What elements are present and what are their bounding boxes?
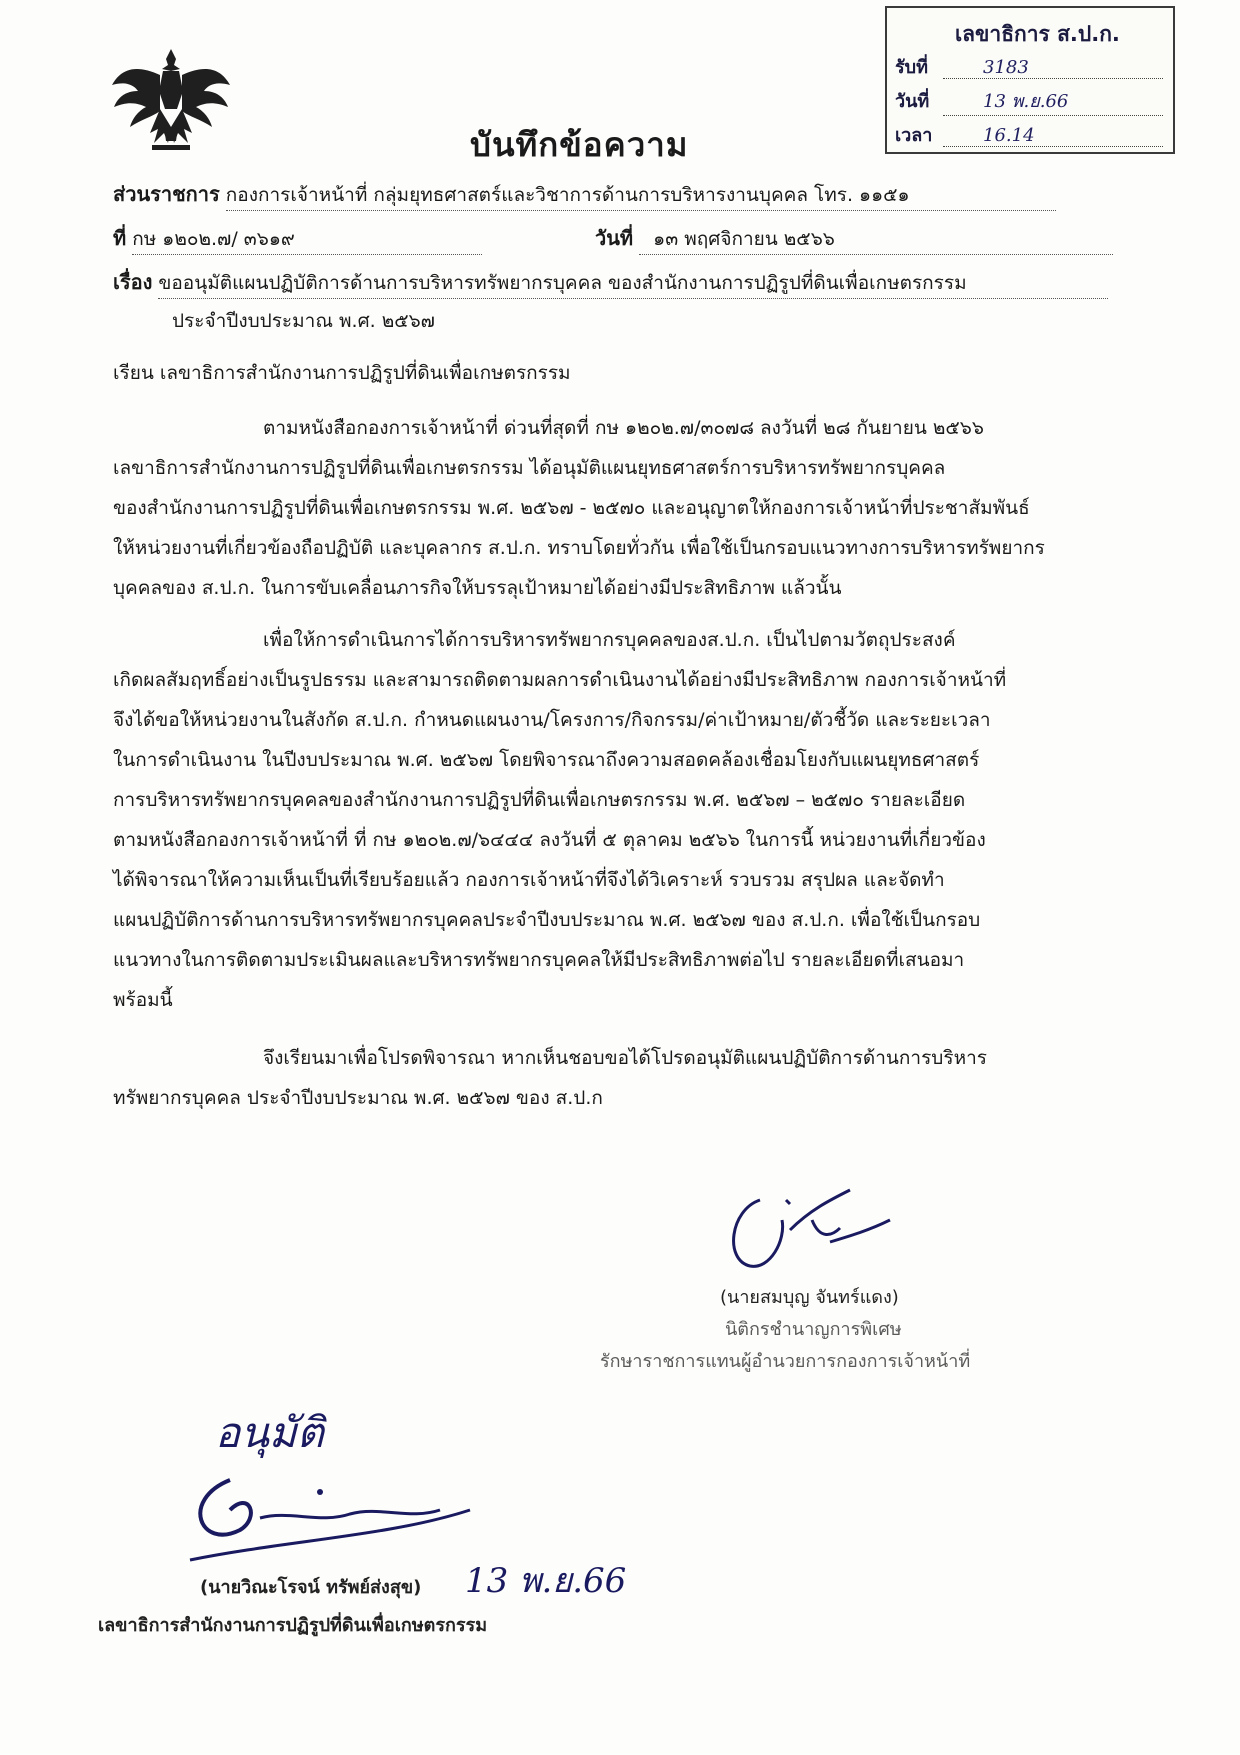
stamp-date-value: 13 พ.ย.66: [943, 86, 1163, 116]
signer-name: (นายสมบุญ จันทร์แดง): [720, 1287, 899, 1308]
subject-label: เรื่อง: [113, 270, 153, 294]
reference-row: [113, 222, 482, 255]
approval-note: อนุมัติ: [215, 1408, 324, 1457]
paragraph-line: ตามหนังสือกองการเจ้าหน้าที่ ที่ กษ ๑๒๐๒.๗/๖๔๔๔ ลงวันที่ ๕ ตุลาคม ๒๕๖๖ ในการนี้ หน่วยงานที่เกี่ยวข้อง: [113, 829, 986, 851]
reference-value: กษ ๑๒๐๒.๗/ ๓๖๑๙: [132, 224, 482, 255]
salutation-label: เรียน: [113, 362, 154, 384]
paragraph-line: พร้อมนี้: [113, 989, 173, 1011]
body-paragraph-2: [113, 620, 1123, 1020]
signer-position: นิติกรชำนาญการพิเศษ: [725, 1319, 902, 1340]
stamp-receive-label: รับที่: [895, 57, 928, 78]
agency-row: [113, 178, 1073, 211]
date-label: วันที่: [595, 226, 634, 250]
signer-acting-title: รักษาราชการแทนผู้อำนวยการกองการเจ้าหน้าที่: [600, 1351, 971, 1372]
paragraph-line: ได้พิจารณาให้ความเห็นเป็นที่เรียบร้อยแล้ว กองการเจ้าหน้าที่จึงได้วิเคราะห์ รวบรวม สรุปผล และจัดทำ: [113, 869, 945, 891]
date-value: ๑๓ พฤศจิกายน ๒๕๖๖: [639, 224, 1113, 255]
signer-signature-icon: [720, 1180, 900, 1280]
agency-value: กองการเจ้าหน้าที่ กลุ่มยุทธศาสตร์และวิชาการด้านการบริหารงานบุคคล โทร. ๑๑๕๑: [226, 180, 1056, 211]
paragraph-line: จึงได้ขอให้หน่วยงานในสังกัด ส.ป.ก. กำหนดแผนงาน/โครงการ/กิจกรรม/ค่าเป้าหมาย/ตัวชี้วัด และระยะเวลา: [113, 709, 991, 731]
subject-line-2: ประจำปีงบประมาณ พ.ศ. ๒๕๖๗: [172, 310, 435, 332]
paragraph-line: แผนปฏิบัติการด้านการบริหารทรัพยากรบุคคลประจำปีงบประมาณ พ.ศ. ๒๕๖๗ ของ ส.ป.ก. เพื่อใช้เป็นกรอบ: [113, 909, 981, 931]
paragraph-line: เพื่อให้การดำเนินการได้การบริหารทรัพยากรบุคคลของส.ป.ก. เป็นไปตามวัตถุประสงค์: [263, 629, 956, 651]
salutation-value: เลขาธิการสำนักงานการปฏิรูปที่ดินเพื่อเกษตรกรรม: [159, 362, 571, 384]
body-paragraph-3: [113, 1038, 1123, 1118]
paragraph-line: เกิดผลสัมฤทธิ์อย่างเป็นรูปธรรม และสามารถติดตามผลการดำเนินงานได้อย่างมีประสิทธิภาพ กองการเจ้าหน้าที่: [113, 669, 1007, 691]
paragraph-line: ตามหนังสือกองการเจ้าหน้าที่ ด่วนที่สุดที่ กษ ๑๒๐๒.๗/๓๐๗๘ ลงวันที่ ๒๘ กันยายน ๒๕๖๖: [263, 417, 984, 439]
salutation-row: [113, 358, 571, 388]
reference-label: ที่: [113, 226, 127, 250]
approver-signature-icon: [170, 1470, 480, 1570]
approver-position: เลขาธิการสำนักงานการปฏิรูปที่ดินเพื่อเกษตรกรรม: [98, 1615, 488, 1636]
approver-name: (นายวิณะโรจน์ ทรัพย์ส่งสุข): [200, 1577, 422, 1598]
subject-line-1: ขออนุมัติแผนปฏิบัติการด้านการบริหารทรัพยากรบุคคล ของสำนักงานการปฏิรูปที่ดินเพื่อเกษตรกรรม: [158, 268, 1108, 299]
stamp-receive-value: 3183: [943, 57, 1163, 79]
stamp-time-row: [895, 120, 1163, 149]
date-row: [595, 222, 1113, 255]
paragraph-line: เลขาธิการสำนักงานการปฏิรูปที่ดินเพื่อเกษตรกรรม ได้อนุมัติแผนยุทธศาสตร์การบริหารทรัพยากรบุคคล: [113, 457, 946, 479]
subject-row: [113, 266, 1108, 299]
stamp-date-row: [895, 86, 1163, 116]
paragraph-line: แนวทางในการติดตามประเมินผลและบริหารทรัพยากรบุคคลให้มีประสิทธิภาพต่อไป รายละเอียดที่เสนอมา: [113, 949, 965, 971]
paragraph-line: การบริหารทรัพยากรบุคคลของสำนักงานการปฏิรูปที่ดินเพื่อเกษตรกรรม พ.ศ. ๒๕๖๗ – ๒๕๗๐ รายละเอียด: [113, 789, 966, 811]
body-paragraph-1: [113, 408, 1123, 608]
stamp-receive-row: [895, 52, 1163, 81]
approval-date: 13 พ.ย.66: [465, 1561, 627, 1601]
document-title: บันทึกข้อความ: [470, 125, 689, 164]
stamp-title: เลขาธิการ ส.ป.ก.: [955, 22, 1120, 46]
paragraph-line: บุคคลของ ส.ป.ก. ในการขับเคลื่อนภารกิจให้บรรลุเป้าหมายได้อย่างมีประสิทธิภาพ แล้วนั้น: [113, 577, 842, 599]
paragraph-line: ให้หน่วยงานที่เกี่ยวข้องถือปฏิบัติ และบุคลากร ส.ป.ก. ทราบโดยทั่วกัน เพื่อใช้เป็นกรอบแนวทางการบริหารทรัพยากร: [113, 537, 1045, 559]
stamp-time-label: เวลา: [895, 125, 933, 146]
stamp-time-value: 16.14: [943, 125, 1163, 147]
agency-label: ส่วนราชการ: [113, 182, 220, 206]
paragraph-line: ในการดำเนินงาน ในปีงบประมาณ พ.ศ. ๒๕๖๗ โดยพิจารณาถึงความสอดคล้องเชื่อมโยงกับแผนยุทธศาสตร์: [113, 749, 980, 771]
stamp-date-label: วันที่: [895, 91, 930, 112]
paragraph-line: ของสำนักงานการปฏิรูปที่ดินเพื่อเกษตรกรรม พ.ศ. ๒๕๖๗ - ๒๕๗๐ และอนุญาตให้กองการเจ้าหน้าที่ประชาสัมพันธ์: [113, 497, 1030, 519]
garuda-emblem-icon: [108, 45, 234, 157]
received-stamp: [885, 6, 1175, 154]
paragraph-line: ทรัพยากรบุคคล ประจำปีงบประมาณ พ.ศ. ๒๕๖๗ ของ ส.ป.ก: [113, 1087, 603, 1109]
paragraph-line: จึงเรียนมาเพื่อโปรดพิจารณา หากเห็นชอบขอได้โปรดอนุมัติแผนปฏิบัติการด้านการบริหาร: [263, 1047, 987, 1069]
